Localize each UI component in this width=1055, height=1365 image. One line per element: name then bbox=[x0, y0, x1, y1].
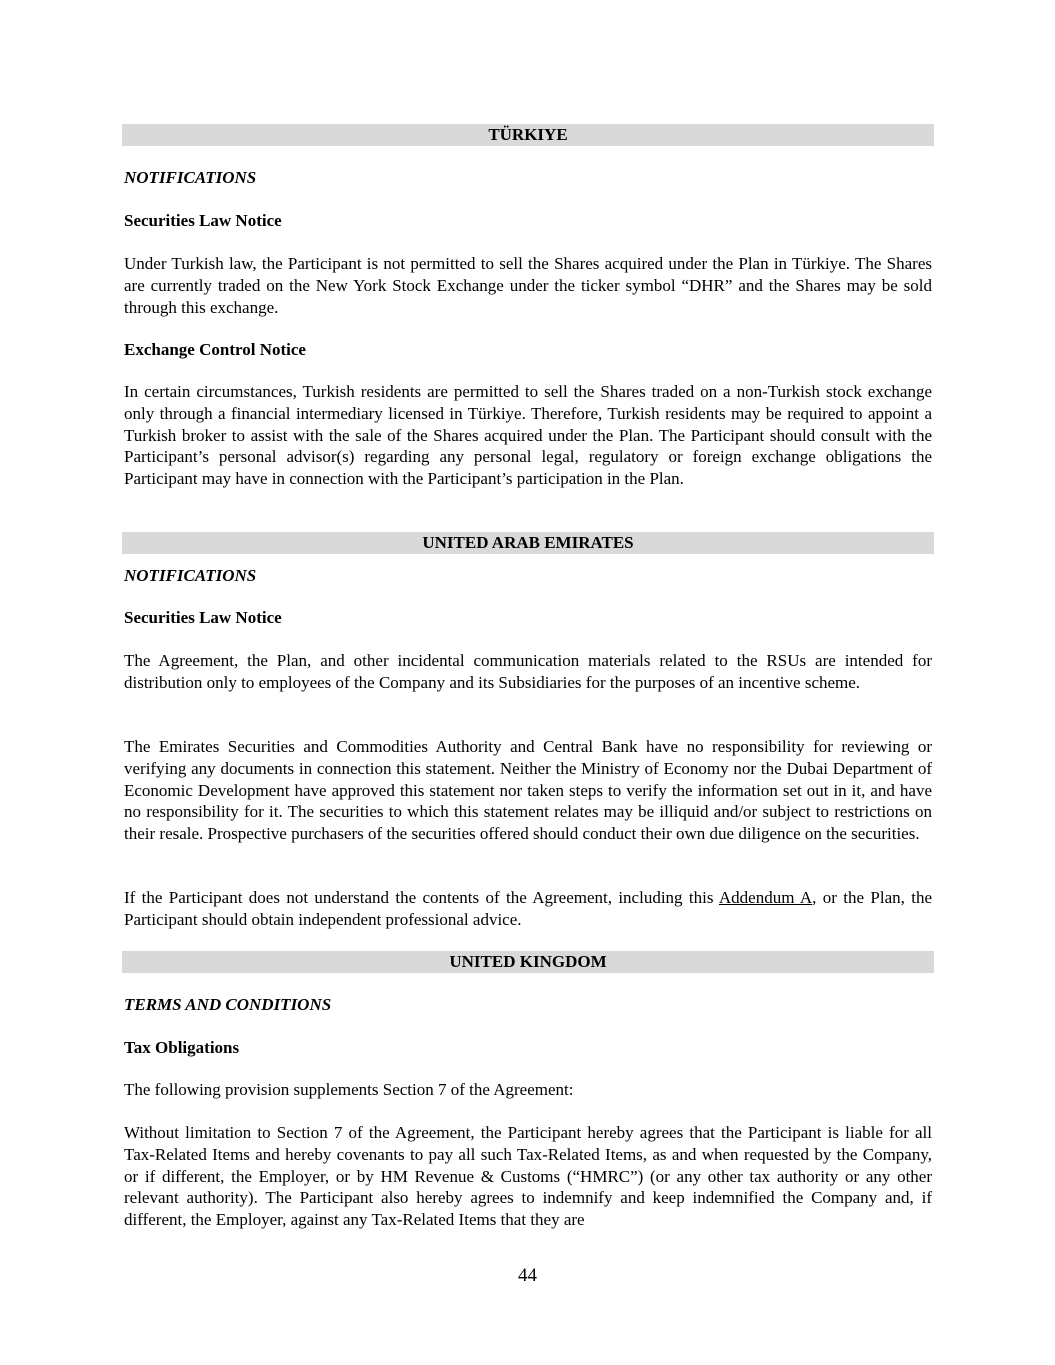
subhead-terms-and-conditions: TERMS AND CONDITIONS bbox=[124, 995, 332, 1014]
subhead-notifications-uae: NOTIFICATIONS bbox=[124, 566, 257, 585]
addendum-a-link[interactable]: Addendum A bbox=[718, 888, 813, 907]
section-band-turkiye: TÜRKIYE bbox=[122, 124, 934, 146]
subhead-notifications-turkiye: NOTIFICATIONS bbox=[124, 168, 257, 187]
paragraph-uk-tax-liability: Without limitation to Section 7 of the Agreement, the Participant hereby agrees that the Participant is liable for all Tax-Related Items and hereby covenants to pay all such Tax-Related Items, as and when requested by the Company, or if different, the Employer, or by HM Revenue & Customs (“HMRC”) (or any other tax authority or any other relevant authority). The Participant also hereby agrees to indemnify and keep indemnified the Company and, if different, the Employer, against any Tax-Related Items that they are bbox=[124, 1123, 932, 1230]
advice-text-after: , or the Plan, the Participant should obtain independent professional advice. bbox=[124, 888, 933, 929]
section-band-uae: UNITED ARAB EMIRATES bbox=[122, 532, 934, 554]
heading-securities-law-notice-turkiye: Securities Law Notice bbox=[124, 211, 282, 230]
heading-tax-obligations: Tax Obligations bbox=[124, 1038, 240, 1057]
page-number: 44 bbox=[518, 1265, 537, 1286]
paragraph-turkiye-securities: Under Turkish law, the Participant is not permitted to sell the Shares acquired under the Plan in Türkiye. The Shares are currently traded on the New York Stock Exchange under the ticker symbol “DHR” and the Shares may be sold through this exchange. bbox=[124, 254, 932, 317]
paragraph-uk-supplement: The following provision supplements Section 7 of the Agreement: bbox=[124, 1080, 574, 1099]
heading-securities-law-notice-uae: Securities Law Notice bbox=[124, 608, 282, 627]
paragraph-turkiye-exchange-control: In certain circumstances, Turkish residents are permitted to sell the Shares traded on a non-Turkish stock exchange only through a financial intermediary licensed in Türkiye. Therefore, Turkish residents may be required to appoint a Turkish broker to assist with the sale of the Shares acquired under the Plan. The Participant should consult with the Participant’s personal advisor(s) regarding any personal legal, regulatory or foreign exchange obligations the Participant may have in connection with the Participant’s participation in the Plan. bbox=[124, 382, 932, 489]
heading-exchange-control-notice: Exchange Control Notice bbox=[124, 340, 306, 359]
section-band-uk: UNITED KINGDOM bbox=[122, 951, 934, 973]
paragraph-uae-distribution: The Agreement, the Plan, and other incidental communication materials related to the RSUs are intended for distribution only to employees of the Company and its Subsidiaries for the purposes of an incentive scheme. bbox=[124, 651, 932, 692]
paragraph-uae-advice bbox=[124, 887, 932, 931]
paragraph-uae-authority: The Emirates Securities and Commodities Authority and Central Bank have no responsibility for reviewing or verifying any documents in connection this statement. Neither the Ministry of Economy nor the Dubai Department of Economic Development have approved this statement nor taken steps to verify the information set out in it, and have no responsibility for it. The securities to which this statement relates may be illiquid and/or subject to restrictions on their resale. Prospective purchasers of the securities offered should conduct their own due diligence on the securities. bbox=[124, 737, 932, 844]
advice-text-before: If the Participant does not understand the contents of the Agreement, including this bbox=[124, 888, 719, 907]
